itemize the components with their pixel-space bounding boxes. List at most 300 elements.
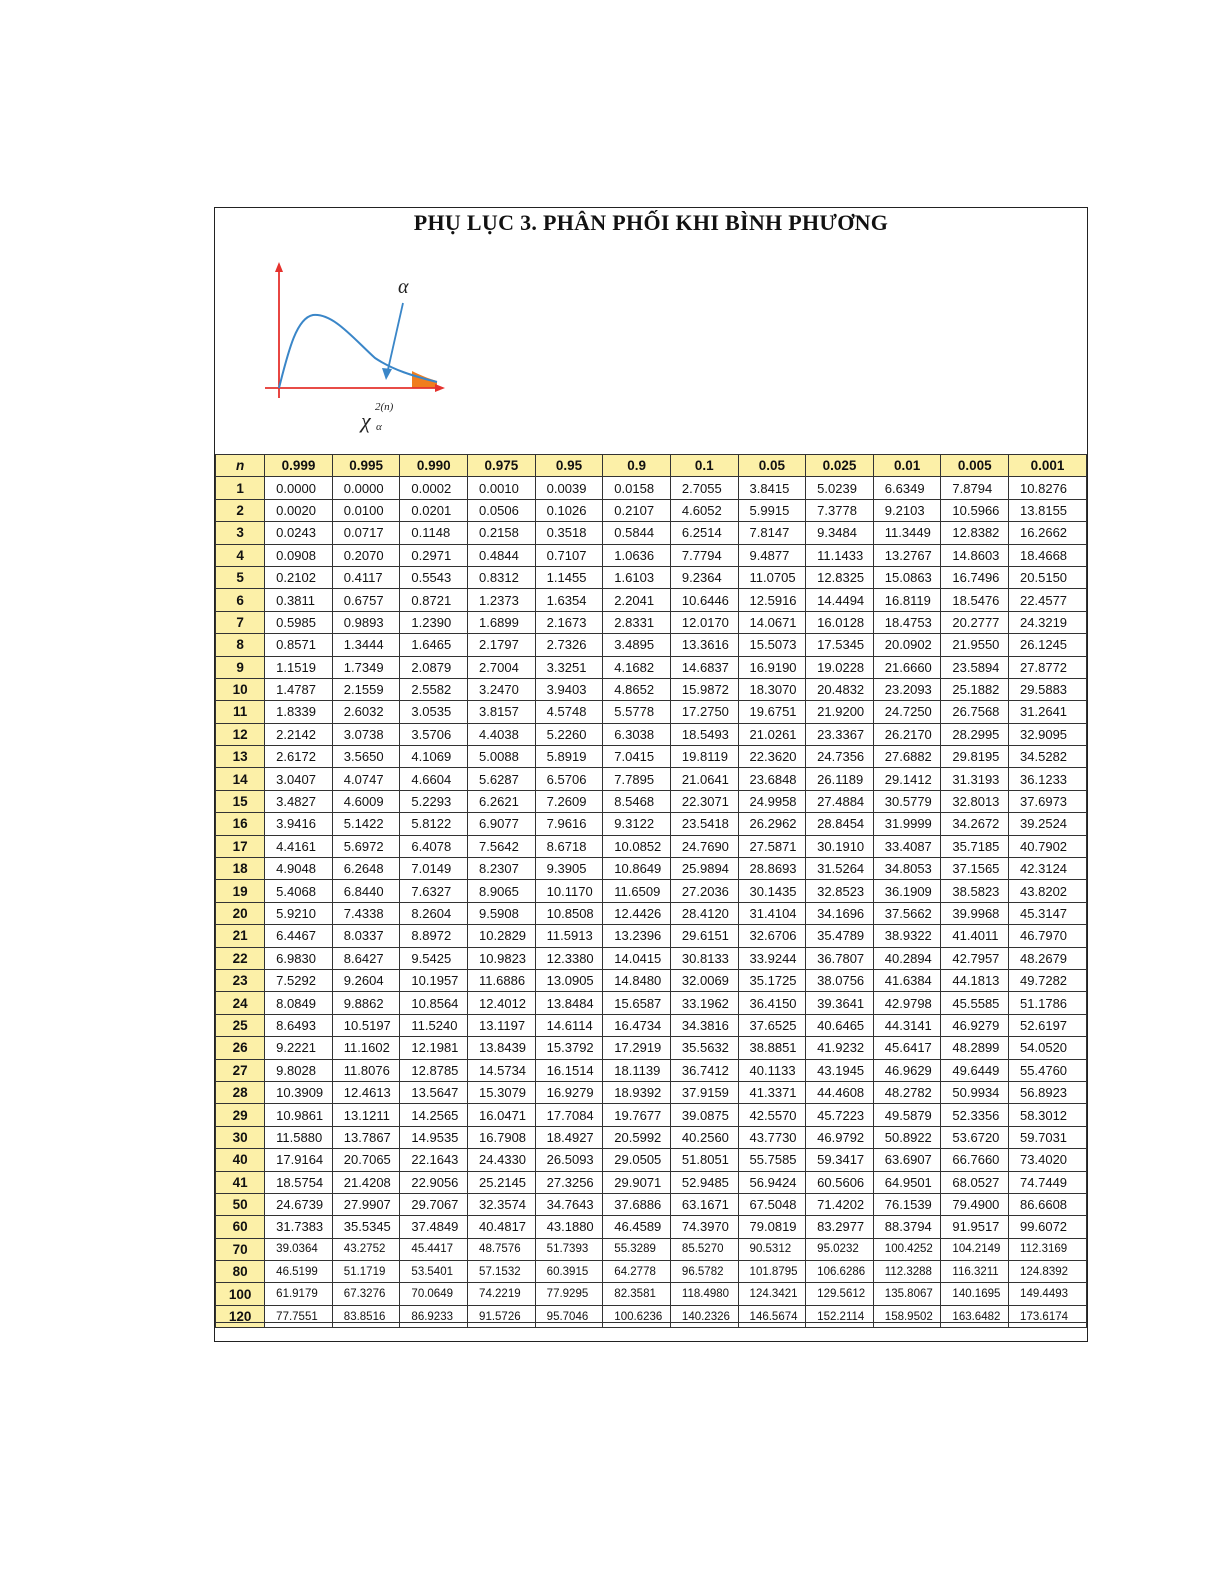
critical-value-cell: 52.6197 <box>1009 1014 1087 1036</box>
critical-value-cell: 27.9907 <box>332 1193 400 1215</box>
critical-value-cell: 4.9048 <box>265 858 333 880</box>
table-row <box>216 723 1087 745</box>
critical-value-cell: 24.4330 <box>468 1149 536 1171</box>
critical-value-cell: 9.2221 <box>265 1037 333 1059</box>
critical-value-cell: 2.7004 <box>468 656 536 678</box>
critical-value-cell: 6.9077 <box>468 813 536 835</box>
critical-value-cell: 5.2260 <box>535 723 603 745</box>
x-axis-arrow <box>435 384 445 392</box>
critical-value-cell: 63.6907 <box>873 1149 941 1171</box>
critical-value-cell: 5.8919 <box>535 746 603 768</box>
critical-value-cell: 51.1786 <box>1009 992 1087 1014</box>
critical-value-cell: 45.4417 <box>400 1238 468 1260</box>
critical-value-cell: 15.5073 <box>738 634 806 656</box>
critical-value-cell: 4.8652 <box>603 678 671 700</box>
critical-value-cell: 7.5292 <box>265 969 333 991</box>
critical-value-cell: 118.4980 <box>670 1283 738 1305</box>
critical-value-cell: 18.9392 <box>603 1081 671 1103</box>
critical-value-cell: 112.3288 <box>873 1261 941 1283</box>
alpha-column-header: 0.999 <box>265 455 333 477</box>
critical-value-cell: 45.5585 <box>941 992 1009 1014</box>
critical-value-cell: 73.4020 <box>1009 1149 1087 1171</box>
critical-value-cell: 33.1962 <box>670 992 738 1014</box>
critical-value-cell: 16.9279 <box>535 1081 603 1103</box>
alpha-column-header: 0.001 <box>1009 455 1087 477</box>
critical-value-cell: 11.0705 <box>738 566 806 588</box>
critical-value-cell: 13.8155 <box>1009 499 1087 521</box>
critical-value-cell: 44.4608 <box>806 1081 874 1103</box>
critical-value-cell: 2.2041 <box>603 589 671 611</box>
critical-value-cell: 8.5468 <box>603 790 671 812</box>
critical-value-cell: 0.2070 <box>332 544 400 566</box>
critical-value-cell: 14.2565 <box>400 1104 468 1126</box>
critical-value-cell: 7.0149 <box>400 858 468 880</box>
critical-value-cell: 2.8331 <box>603 611 671 633</box>
critical-value-cell: 149.4493 <box>1009 1283 1087 1305</box>
critical-value-cell: 34.5282 <box>1009 746 1087 768</box>
bottom-strip <box>215 1322 1087 1341</box>
critical-value-cell: 49.7282 <box>1009 969 1087 991</box>
table-row <box>216 499 1087 521</box>
critical-value-cell: 16.4734 <box>603 1014 671 1036</box>
table-row <box>216 992 1087 1014</box>
critical-value-cell: 0.0000 <box>265 477 333 499</box>
degrees-of-freedom-cell: 28 <box>216 1081 265 1103</box>
critical-value-cell: 25.9894 <box>670 858 738 880</box>
critical-value-cell: 173.6174 <box>1009 1305 1087 1327</box>
critical-value-cell: 27.4884 <box>806 790 874 812</box>
critical-value-cell: 20.4832 <box>806 678 874 700</box>
critical-value-cell: 37.5662 <box>873 902 941 924</box>
critical-value-cell: 3.5650 <box>332 746 400 768</box>
critical-value-cell: 37.1565 <box>941 858 1009 880</box>
critical-value-cell: 24.6739 <box>265 1193 333 1215</box>
critical-value-cell: 37.4849 <box>400 1216 468 1238</box>
critical-value-cell: 11.5913 <box>535 925 603 947</box>
critical-value-cell: 3.3251 <box>535 656 603 678</box>
critical-value-cell: 21.9200 <box>806 701 874 723</box>
critical-value-cell: 37.6886 <box>603 1193 671 1215</box>
critical-value-cell: 59.7031 <box>1009 1126 1087 1148</box>
critical-value-cell: 46.7970 <box>1009 925 1087 947</box>
critical-value-cell: 27.2036 <box>670 880 738 902</box>
critical-value-cell: 16.9190 <box>738 656 806 678</box>
table-row <box>216 1037 1087 1059</box>
critical-value-cell: 17.9164 <box>265 1149 333 1171</box>
critical-value-cell: 44.1813 <box>941 969 1009 991</box>
critical-value-cell: 52.3356 <box>941 1104 1009 1126</box>
critical-value-cell: 19.8119 <box>670 746 738 768</box>
alpha-column-header: 0.1 <box>670 455 738 477</box>
critical-value-cell: 0.4117 <box>332 566 400 588</box>
critical-value-cell: 7.9616 <box>535 813 603 835</box>
critical-value-cell: 0.0908 <box>265 544 333 566</box>
critical-value-cell: 22.9056 <box>400 1171 468 1193</box>
critical-value-cell: 11.8076 <box>332 1059 400 1081</box>
critical-value-cell: 18.1139 <box>603 1059 671 1081</box>
critical-value-cell: 34.7643 <box>535 1193 603 1215</box>
degrees-of-freedom-cell: 25 <box>216 1014 265 1036</box>
critical-value-cell: 5.2293 <box>400 790 468 812</box>
degrees-of-freedom-cell: 10 <box>216 678 265 700</box>
critical-value-cell: 23.5894 <box>941 656 1009 678</box>
critical-value-cell: 18.4927 <box>535 1126 603 1148</box>
critical-value-cell: 3.8415 <box>738 477 806 499</box>
critical-value-cell: 43.2752 <box>332 1238 400 1260</box>
critical-value-cell: 15.3079 <box>468 1081 536 1103</box>
critical-value-cell: 9.2364 <box>670 566 738 588</box>
critical-value-cell: 13.2396 <box>603 925 671 947</box>
critical-value-cell: 21.6660 <box>873 656 941 678</box>
critical-value-cell: 3.4895 <box>603 634 671 656</box>
critical-value-cell: 58.3012 <box>1009 1104 1087 1126</box>
critical-value-cell: 17.5345 <box>806 634 874 656</box>
table-row <box>216 566 1087 588</box>
critical-value-cell: 17.2750 <box>670 701 738 723</box>
critical-value-cell: 11.1602 <box>332 1037 400 1059</box>
critical-value-cell: 31.7383 <box>265 1216 333 1238</box>
degrees-of-freedom-cell: 27 <box>216 1059 265 1081</box>
critical-value-cell: 112.3169 <box>1009 1238 1087 1260</box>
critical-value-cell: 31.4104 <box>738 902 806 924</box>
degrees-of-freedom-cell: 14 <box>216 768 265 790</box>
critical-value-cell: 20.0902 <box>873 634 941 656</box>
critical-value-cell: 8.9065 <box>468 880 536 902</box>
critical-value-cell: 23.2093 <box>873 678 941 700</box>
critical-value-cell: 41.9232 <box>806 1037 874 1059</box>
critical-value-cell: 51.1719 <box>332 1261 400 1283</box>
critical-value-cell: 30.1910 <box>806 835 874 857</box>
table-row <box>216 522 1087 544</box>
critical-value-cell: 10.9823 <box>468 947 536 969</box>
critical-value-cell: 20.2777 <box>941 611 1009 633</box>
critical-value-cell: 13.8484 <box>535 992 603 1014</box>
critical-value-cell: 41.6384 <box>873 969 941 991</box>
critical-value-cell: 32.0069 <box>670 969 738 991</box>
critical-value-cell: 54.0520 <box>1009 1037 1087 1059</box>
critical-value-cell: 10.8508 <box>535 902 603 924</box>
alpha-column-header: 0.975 <box>468 455 536 477</box>
critical-value-cell: 16.7908 <box>468 1126 536 1148</box>
critical-value-cell: 29.9071 <box>603 1171 671 1193</box>
critical-value-cell: 0.5844 <box>603 522 671 544</box>
critical-value-cell: 17.7084 <box>535 1104 603 1126</box>
table-row <box>216 1081 1087 1103</box>
critical-value-cell: 74.2219 <box>468 1283 536 1305</box>
critical-value-cell: 12.5916 <box>738 589 806 611</box>
critical-value-cell: 2.6172 <box>265 746 333 768</box>
table-row <box>216 768 1087 790</box>
critical-value-cell: 4.6009 <box>332 790 400 812</box>
critical-value-cell: 8.6427 <box>332 947 400 969</box>
critical-value-cell: 28.4120 <box>670 902 738 924</box>
critical-value-cell: 40.2894 <box>873 947 941 969</box>
critical-value-cell: 9.2103 <box>873 499 941 521</box>
critical-value-cell: 90.5312 <box>738 1238 806 1260</box>
critical-value-cell: 35.7185 <box>941 835 1009 857</box>
table-row <box>216 701 1087 723</box>
critical-value-cell: 22.4577 <box>1009 589 1087 611</box>
critical-value-cell: 12.3380 <box>535 947 603 969</box>
critical-value-cell: 56.8923 <box>1009 1081 1087 1103</box>
critical-value-cell: 40.1133 <box>738 1059 806 1081</box>
critical-value-cell: 11.6886 <box>468 969 536 991</box>
critical-value-cell: 0.0717 <box>332 522 400 544</box>
critical-value-cell: 2.7326 <box>535 634 603 656</box>
critical-value-cell: 9.3905 <box>535 858 603 880</box>
critical-value-cell: 76.1539 <box>873 1193 941 1215</box>
critical-value-cell: 64.2778 <box>603 1261 671 1283</box>
critical-value-cell: 18.3070 <box>738 678 806 700</box>
critical-value-cell: 8.8972 <box>400 925 468 947</box>
critical-value-cell: 6.6349 <box>873 477 941 499</box>
critical-value-cell: 21.9550 <box>941 634 1009 656</box>
degrees-of-freedom-cell: 100 <box>216 1283 265 1305</box>
critical-value-cell: 29.0505 <box>603 1149 671 1171</box>
critical-value-cell: 0.2971 <box>400 544 468 566</box>
degrees-of-freedom-cell: 3 <box>216 522 265 544</box>
critical-value-cell: 50.9934 <box>941 1081 1009 1103</box>
critical-value-cell: 41.3371 <box>738 1081 806 1103</box>
critical-value-cell: 4.1069 <box>400 746 468 768</box>
critical-value-cell: 46.9792 <box>806 1126 874 1148</box>
critical-value-cell: 14.9535 <box>400 1126 468 1148</box>
table-row <box>216 902 1087 924</box>
table-row <box>216 1283 1087 1305</box>
critical-value-cell: 12.8325 <box>806 566 874 588</box>
critical-value-cell: 100.6236 <box>603 1305 671 1327</box>
critical-value-cell: 104.2149 <box>941 1238 1009 1260</box>
critical-value-cell: 9.8862 <box>332 992 400 1014</box>
critical-value-cell: 13.1211 <box>332 1104 400 1126</box>
critical-value-cell: 158.9502 <box>873 1305 941 1327</box>
critical-value-cell: 15.6587 <box>603 992 671 1014</box>
critical-value-cell: 6.2648 <box>332 858 400 880</box>
y-axis-arrow <box>275 262 283 272</box>
critical-value-cell: 70.0649 <box>400 1283 468 1305</box>
critical-value-cell: 0.9893 <box>332 611 400 633</box>
critical-value-cell: 8.0337 <box>332 925 400 947</box>
critical-value-cell: 2.5582 <box>400 678 468 700</box>
critical-value-cell: 40.7902 <box>1009 835 1087 857</box>
critical-value-cell: 24.3219 <box>1009 611 1087 633</box>
critical-value-cell: 36.1233 <box>1009 768 1087 790</box>
critical-value-cell: 35.1725 <box>738 969 806 991</box>
degrees-of-freedom-cell: 70 <box>216 1238 265 1260</box>
table-row <box>216 925 1087 947</box>
degrees-of-freedom-cell: 19 <box>216 880 265 902</box>
critical-value-cell: 6.4467 <box>265 925 333 947</box>
critical-value-cell: 82.3581 <box>603 1283 671 1305</box>
critical-value-cell: 1.6354 <box>535 589 603 611</box>
table-row <box>216 477 1087 499</box>
critical-value-cell: 37.9159 <box>670 1081 738 1103</box>
critical-value-cell: 28.8693 <box>738 858 806 880</box>
critical-value-cell: 50.8922 <box>873 1126 941 1148</box>
chi-square-table <box>215 454 1087 1328</box>
critical-value-cell: 18.4668 <box>1009 544 1087 566</box>
critical-value-cell: 86.6608 <box>1009 1193 1087 1215</box>
critical-value-cell: 30.8133 <box>670 947 738 969</box>
critical-value-cell: 45.3147 <box>1009 902 1087 924</box>
critical-value-cell: 45.7223 <box>806 1104 874 1126</box>
degrees-of-freedom-cell: 8 <box>216 634 265 656</box>
critical-value-cell: 1.1519 <box>265 656 333 678</box>
critical-value-cell: 29.5883 <box>1009 678 1087 700</box>
critical-value-cell: 49.6449 <box>941 1059 1009 1081</box>
critical-value-cell: 140.2326 <box>670 1305 738 1327</box>
critical-value-cell: 51.8051 <box>670 1149 738 1171</box>
critical-value-cell: 43.1945 <box>806 1059 874 1081</box>
critical-value-cell: 0.4844 <box>468 544 536 566</box>
critical-value-cell: 2.1559 <box>332 678 400 700</box>
table-row <box>216 790 1087 812</box>
critical-value-cell: 106.6286 <box>806 1261 874 1283</box>
critical-value-cell: 1.6899 <box>468 611 536 633</box>
critical-value-cell: 55.4760 <box>1009 1059 1087 1081</box>
critical-value-cell: 12.8785 <box>400 1059 468 1081</box>
degrees-of-freedom-cell: 18 <box>216 858 265 880</box>
critical-value-cell: 13.1197 <box>468 1014 536 1036</box>
critical-value-cell: 9.8028 <box>265 1059 333 1081</box>
critical-value-cell: 16.8119 <box>873 589 941 611</box>
critical-value-cell: 2.6032 <box>332 701 400 723</box>
critical-value-cell: 36.1909 <box>873 880 941 902</box>
critical-value-cell: 41.4011 <box>941 925 1009 947</box>
critical-value-cell: 37.6973 <box>1009 790 1087 812</box>
critical-value-cell: 4.1682 <box>603 656 671 678</box>
alpha-column-header: 0.995 <box>332 455 400 477</box>
critical-value-cell: 46.9279 <box>941 1014 1009 1036</box>
critical-value-cell: 0.7107 <box>535 544 603 566</box>
critical-value-cell: 42.3124 <box>1009 858 1087 880</box>
critical-value-cell: 25.2145 <box>468 1171 536 1193</box>
critical-value-cell: 14.6837 <box>670 656 738 678</box>
critical-value-cell: 38.8851 <box>738 1037 806 1059</box>
critical-value-cell: 18.5493 <box>670 723 738 745</box>
alpha-pointer <box>387 303 403 374</box>
critical-value-cell: 0.0039 <box>535 477 603 499</box>
degrees-of-freedom-cell: 16 <box>216 813 265 835</box>
critical-value-cell: 4.6052 <box>670 499 738 521</box>
critical-value-cell: 34.1696 <box>806 902 874 924</box>
critical-value-cell: 6.9830 <box>265 947 333 969</box>
critical-value-cell: 0.5985 <box>265 611 333 633</box>
critical-value-cell: 77.9295 <box>535 1283 603 1305</box>
table-row <box>216 1104 1087 1126</box>
critical-value-cell: 38.9322 <box>873 925 941 947</box>
degrees-of-freedom-cell: 2 <box>216 499 265 521</box>
page-title: PHỤ LỤC 3. PHÂN PHỐI KHI BÌNH PHƯƠNG <box>413 210 889 235</box>
degrees-of-freedom-cell: 29 <box>216 1104 265 1126</box>
critical-value-cell: 10.8649 <box>603 858 671 880</box>
critical-value-cell: 11.5240 <box>400 1014 468 1036</box>
critical-value-cell: 20.7065 <box>332 1149 400 1171</box>
critical-value-cell: 32.6706 <box>738 925 806 947</box>
critical-value-cell: 0.3518 <box>535 522 603 544</box>
critical-value-cell: 13.5647 <box>400 1081 468 1103</box>
critical-value-cell: 0.0100 <box>332 499 400 521</box>
critical-value-cell: 16.0471 <box>468 1104 536 1126</box>
critical-value-cell: 39.3641 <box>806 992 874 1014</box>
critical-value-cell: 5.6972 <box>332 835 400 857</box>
critical-value-cell: 12.0170 <box>670 611 738 633</box>
critical-value-cell: 16.7496 <box>941 566 1009 588</box>
degrees-of-freedom-cell: 6 <box>216 589 265 611</box>
critical-value-cell: 29.1412 <box>873 768 941 790</box>
critical-value-cell: 74.3970 <box>670 1216 738 1238</box>
critical-value-cell: 26.1189 <box>806 768 874 790</box>
critical-value-cell: 14.8603 <box>941 544 1009 566</box>
critical-value-cell: 10.8276 <box>1009 477 1087 499</box>
critical-value-cell: 14.6114 <box>535 1014 603 1036</box>
critical-value-cell: 7.3778 <box>806 499 874 521</box>
critical-value-cell: 42.7957 <box>941 947 1009 969</box>
critical-value-cell: 55.7585 <box>738 1149 806 1171</box>
alpha-column-header: 0.95 <box>535 455 603 477</box>
critical-value-cell: 39.0875 <box>670 1104 738 1126</box>
critical-value-cell: 19.7677 <box>603 1104 671 1126</box>
critical-value-cell: 21.0641 <box>670 768 738 790</box>
critical-value-cell: 0.0506 <box>468 499 536 521</box>
table-row <box>216 746 1087 768</box>
critical-value-cell: 18.5754 <box>265 1171 333 1193</box>
table-row <box>216 589 1087 611</box>
critical-value-cell: 74.7449 <box>1009 1171 1087 1193</box>
critical-value-cell: 5.5778 <box>603 701 671 723</box>
critical-value-cell: 39.0364 <box>265 1238 333 1260</box>
critical-value-cell: 48.2782 <box>873 1081 941 1103</box>
critical-value-cell: 101.8795 <box>738 1261 806 1283</box>
critical-value-cell: 4.4161 <box>265 835 333 857</box>
critical-value-cell: 4.0747 <box>332 768 400 790</box>
critical-value-cell: 9.4877 <box>738 544 806 566</box>
critical-value-cell: 3.0535 <box>400 701 468 723</box>
degrees-of-freedom-cell: 7 <box>216 611 265 633</box>
critical-value-cell: 26.7568 <box>941 701 1009 723</box>
critical-value-cell: 22.3620 <box>738 746 806 768</box>
critical-value-cell: 11.3449 <box>873 522 941 544</box>
table-row <box>216 1261 1087 1283</box>
critical-value-cell: 36.7412 <box>670 1059 738 1081</box>
critical-value-cell: 17.2919 <box>603 1037 671 1059</box>
critical-value-cell: 23.3367 <box>806 723 874 745</box>
alpha-column-header: 0.005 <box>941 455 1009 477</box>
critical-value-cell: 0.8312 <box>468 566 536 588</box>
critical-value-cell: 26.1245 <box>1009 634 1087 656</box>
critical-value-cell: 34.8053 <box>873 858 941 880</box>
critical-value-cell: 55.3289 <box>603 1238 671 1260</box>
critical-value-cell: 27.3256 <box>535 1171 603 1193</box>
critical-value-cell: 2.7055 <box>670 477 738 499</box>
critical-value-cell: 18.5476 <box>941 589 1009 611</box>
critical-value-cell: 37.6525 <box>738 1014 806 1036</box>
critical-value-cell: 1.6465 <box>400 634 468 656</box>
critical-value-cell: 88.3794 <box>873 1216 941 1238</box>
critical-value-cell: 24.7250 <box>873 701 941 723</box>
critical-value-cell: 11.1433 <box>806 544 874 566</box>
critical-value-cell: 5.9210 <box>265 902 333 924</box>
degrees-of-freedom-cell: 26 <box>216 1037 265 1059</box>
alpha-column-header: 0.9 <box>603 455 671 477</box>
critical-value-cell: 13.3616 <box>670 634 738 656</box>
critical-value-cell: 79.0819 <box>738 1216 806 1238</box>
critical-value-cell: 3.0407 <box>265 768 333 790</box>
critical-value-cell: 7.0415 <box>603 746 671 768</box>
critical-value-cell: 10.3909 <box>265 1081 333 1103</box>
critical-value-cell: 95.7046 <box>535 1305 603 1327</box>
critical-value-cell: 5.4068 <box>265 880 333 902</box>
